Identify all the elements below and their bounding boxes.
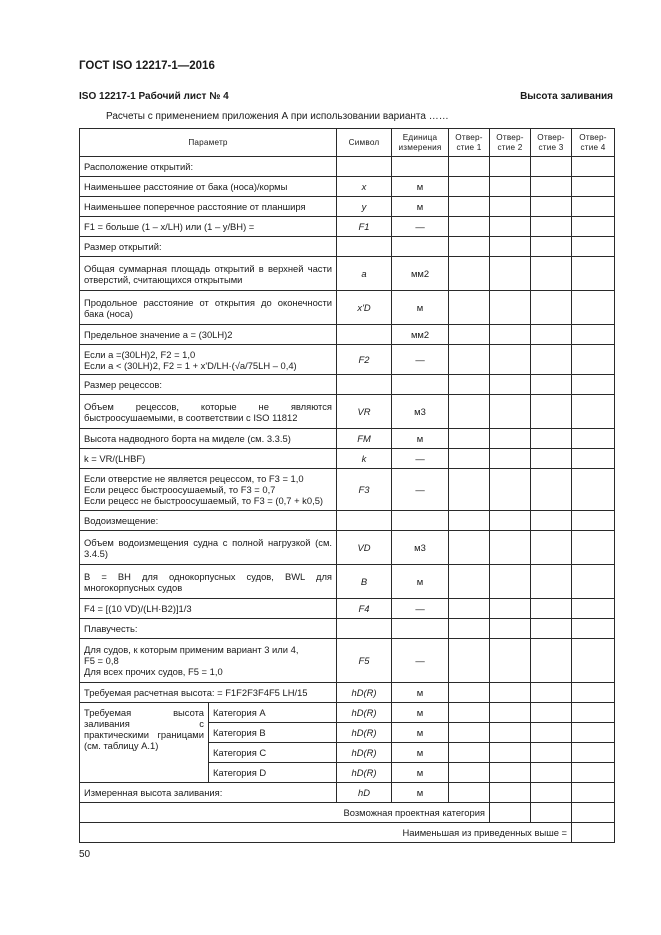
value-cell[interactable] (449, 325, 490, 345)
value-cell[interactable] (572, 743, 615, 763)
unit-cell: — (392, 599, 449, 619)
symbol-cell: hD(R) (337, 683, 392, 703)
param-label: Предельное значение a = (30LH)2 (80, 325, 337, 345)
value-cell[interactable] (572, 703, 615, 723)
value-cell[interactable] (490, 723, 531, 743)
col-opening-1: Отвер-стие 1 (449, 129, 490, 157)
value-cell[interactable] (572, 449, 615, 469)
section-label: Размер открытий: (80, 237, 337, 257)
value-cell[interactable] (531, 177, 572, 197)
value-cell[interactable] (449, 449, 490, 469)
value-cell[interactable] (572, 683, 615, 703)
table-row (80, 639, 615, 683)
table-row (80, 469, 615, 511)
unit-cell: м (392, 763, 449, 783)
value-cell[interactable] (572, 763, 615, 783)
value-cell[interactable] (490, 565, 531, 599)
page-number: 50 (79, 849, 91, 860)
value-cell[interactable] (490, 531, 531, 565)
param-label: Продольное расстояние от открытия до оконечности бака (носа) (80, 291, 337, 325)
value-cell[interactable] (449, 469, 490, 511)
param-label: Наименьшее поперечное расстояние от планширя (80, 197, 337, 217)
value-cell[interactable] (490, 257, 531, 291)
unit-cell: м (392, 177, 449, 197)
value-cell[interactable] (449, 783, 490, 803)
value-cell[interactable] (490, 803, 531, 823)
value-cell[interactable] (531, 703, 572, 723)
param-label: Требуемая расчетная высота: = F1F2F3F4F5 LH/15 (80, 683, 337, 703)
table-row (80, 291, 615, 325)
value-cell[interactable] (449, 197, 490, 217)
col-symbol: Символ (337, 129, 392, 157)
value-cell[interactable] (490, 599, 531, 619)
symbol-cell: y (337, 197, 392, 217)
category-label: Категория C (209, 743, 337, 763)
value-cell[interactable] (531, 803, 572, 823)
table-row (80, 683, 615, 703)
symbol-cell: hD (337, 783, 392, 803)
value-cell[interactable] (531, 469, 572, 511)
value-cell[interactable] (572, 291, 615, 325)
param-label: F1 = больше (1 – x/LH) или (1 – y/BH) = (80, 217, 337, 237)
col-param: Параметр (80, 129, 337, 157)
value-cell[interactable] (572, 803, 615, 823)
value-cell[interactable] (531, 723, 572, 743)
param-label: F4 = [(10 VD)/(LH·B2)]1/3 (80, 599, 337, 619)
header-row (80, 129, 615, 157)
unit-cell: — (392, 639, 449, 683)
section-label: Водоизмещение: (80, 511, 337, 531)
value-cell[interactable] (572, 531, 615, 565)
table-row (80, 325, 615, 345)
value-cell[interactable] (531, 599, 572, 619)
unit-cell: — (392, 345, 449, 375)
symbol-cell: F1 (337, 217, 392, 237)
value-cell[interactable] (449, 429, 490, 449)
unit-cell: м (392, 743, 449, 763)
value-cell[interactable] (572, 599, 615, 619)
section-row (80, 511, 615, 531)
value-cell[interactable] (449, 723, 490, 743)
value-cell[interactable] (572, 429, 615, 449)
table-row (80, 217, 615, 237)
symbol-cell: F3 (337, 469, 392, 511)
value-cell[interactable] (490, 783, 531, 803)
value-cell[interactable] (572, 783, 615, 803)
section-label: Плавучесть: (80, 619, 337, 639)
value-cell[interactable] (449, 683, 490, 703)
param-label: Высота надводного борта на миделе (см. 3.3.5) (80, 429, 337, 449)
symbol-cell: F5 (337, 639, 392, 683)
symbol-cell: B (337, 565, 392, 599)
worksheet-subject: Высота заливания (520, 91, 613, 102)
value-cell[interactable] (490, 197, 531, 217)
unit-cell: м (392, 703, 449, 723)
value-cell[interactable] (490, 177, 531, 197)
value-cell[interactable] (531, 639, 572, 683)
value-cell[interactable] (449, 763, 490, 783)
table-row (80, 783, 615, 803)
table-row (80, 257, 615, 291)
symbol-cell: VR (337, 395, 392, 429)
param-label: k = VR/(LHBF) (80, 449, 337, 469)
worksheet-title: ISO 12217-1 Рабочий лист № 4 (79, 91, 229, 102)
param-label: Для судов, к которым применим вариант 3 или 4, F5 = 0,8 Для всех прочих судов, F5 = 1,0 (80, 639, 337, 683)
section-row (80, 619, 615, 639)
result-cell[interactable] (572, 823, 615, 843)
unit-cell: мм2 (392, 325, 449, 345)
symbol-cell: hD(R) (337, 703, 392, 723)
table-row (80, 395, 615, 429)
symbol-cell: F4 (337, 599, 392, 619)
value-cell[interactable] (490, 639, 531, 683)
col-opening-4: Отвер-стие 4 (572, 129, 615, 157)
value-cell[interactable] (531, 565, 572, 599)
document-title: ГОСТ ISO 12217-1—2016 (79, 60, 215, 72)
value-cell[interactable] (572, 345, 615, 375)
boundaries-label: Требуемая высота заливания с практическими границами (см. таблицу А.1) (80, 703, 209, 783)
table-row (80, 345, 615, 375)
unit-cell: м3 (392, 531, 449, 565)
value-cell[interactable] (449, 217, 490, 237)
unit-cell: м (392, 783, 449, 803)
unit-cell: мм2 (392, 257, 449, 291)
value-cell[interactable] (490, 429, 531, 449)
table-row (80, 197, 615, 217)
table-row (80, 803, 615, 823)
value-cell[interactable] (531, 449, 572, 469)
value-cell[interactable] (572, 325, 615, 345)
value-cell[interactable] (449, 703, 490, 723)
value-cell[interactable] (490, 683, 531, 703)
value-cell[interactable] (449, 531, 490, 565)
value-cell[interactable] (531, 763, 572, 783)
value-cell[interactable] (490, 703, 531, 723)
value-cell[interactable] (531, 257, 572, 291)
category-label: Категория A (209, 703, 337, 723)
unit-cell: м (392, 429, 449, 449)
param-label: Объем рецессов, которые не являются быстроосушаемыми, в соответствии с ISO 11812 (80, 395, 337, 429)
value-cell[interactable] (490, 743, 531, 763)
value-cell[interactable] (490, 469, 531, 511)
value-cell[interactable] (449, 177, 490, 197)
section-label: Размер рецессов: (80, 375, 337, 395)
section-row (80, 375, 615, 395)
table-row (80, 703, 615, 723)
value-cell[interactable] (531, 345, 572, 375)
param-label: Общая суммарная площадь открытий в верхней части отверстий, считающихся открытыми (80, 257, 337, 291)
table-row (80, 599, 615, 619)
symbol-cell: a (337, 257, 392, 291)
value-cell[interactable] (449, 345, 490, 375)
value-cell[interactable] (572, 565, 615, 599)
value-cell[interactable] (449, 599, 490, 619)
value-cell[interactable] (531, 683, 572, 703)
table-row (80, 823, 615, 843)
value-cell[interactable] (531, 743, 572, 763)
symbol-cell: FM (337, 429, 392, 449)
value-cell[interactable] (490, 291, 531, 325)
table-row (80, 429, 615, 449)
value-cell[interactable] (572, 639, 615, 683)
param-label: Если a =(30LH)2, F2 = 1,0 Если a < (30LH)2, F2 = 1 + x'D/LH·(√a/75LH – 0,4) (80, 345, 337, 375)
param-label: Измеренная высота заливания: (80, 783, 337, 803)
value-cell[interactable] (572, 395, 615, 429)
value-cell[interactable] (490, 449, 531, 469)
value-cell[interactable] (449, 565, 490, 599)
unit-cell: м (392, 565, 449, 599)
value-cell[interactable] (449, 639, 490, 683)
section-label: Расположение открытий: (80, 157, 337, 177)
unit-cell: — (392, 217, 449, 237)
col-opening-2: Отвер-стие 2 (490, 129, 531, 157)
symbol-cell: VD (337, 531, 392, 565)
value-cell[interactable] (490, 325, 531, 345)
value-cell[interactable] (449, 743, 490, 763)
table-row (80, 531, 615, 565)
symbol-cell: hD(R) (337, 763, 392, 783)
value-cell[interactable] (531, 531, 572, 565)
param-label: B = BH для однокорпусных судов, BWL для многокорпусных судов (80, 565, 337, 599)
symbol-cell: hD(R) (337, 723, 392, 743)
unit-cell: м (392, 683, 449, 703)
value-cell[interactable] (490, 345, 531, 375)
value-cell[interactable] (572, 469, 615, 511)
value-cell[interactable] (449, 257, 490, 291)
value-cell[interactable] (490, 395, 531, 429)
worksheet-table (79, 128, 615, 843)
least-label: Наименьшая из приведенных выше = (80, 823, 572, 843)
value-cell[interactable] (449, 291, 490, 325)
value-cell[interactable] (490, 763, 531, 783)
symbol-cell: x'D (337, 291, 392, 325)
value-cell[interactable] (531, 783, 572, 803)
value-cell[interactable] (531, 429, 572, 449)
table-row (80, 565, 615, 599)
unit-cell: — (392, 449, 449, 469)
unit-cell: м (392, 197, 449, 217)
unit-cell: м3 (392, 395, 449, 429)
value-cell[interactable] (572, 177, 615, 197)
table-row (80, 449, 615, 469)
value-cell[interactable] (531, 197, 572, 217)
category-label: Категория B (209, 723, 337, 743)
param-label: Объем водоизмещения судна с полной нагрузкой (см. 3.4.5) (80, 531, 337, 565)
value-cell[interactable] (490, 217, 531, 237)
intro-text: Расчеты с применением приложения А при использовании варианта …… (106, 111, 449, 122)
param-label: Если отверстие не является рецессом, то F3 = 1,0 Если рецесс быстроосушаемый, то F3 = 0,7 Если рецесс не быстроосушаемый, то F3 = (0,7 + k0,5) (80, 469, 337, 511)
value-cell[interactable] (531, 325, 572, 345)
section-row (80, 157, 615, 177)
symbol-cell: hD(R) (337, 743, 392, 763)
value-cell[interactable] (449, 395, 490, 429)
section-row (80, 237, 615, 257)
possible-category-label: Возможная проектная категория (80, 803, 490, 823)
value-cell[interactable] (572, 217, 615, 237)
col-opening-3: Отвер-стие 3 (531, 129, 572, 157)
value-cell[interactable] (531, 291, 572, 325)
category-label: Категория D (209, 763, 337, 783)
unit-cell: м (392, 291, 449, 325)
symbol-cell: k (337, 449, 392, 469)
symbol-cell: x (337, 177, 392, 197)
value-cell[interactable] (531, 395, 572, 429)
table-row (80, 177, 615, 197)
symbol-cell: F2 (337, 345, 392, 375)
value-cell[interactable] (572, 723, 615, 743)
unit-cell: — (392, 469, 449, 511)
value-cell[interactable] (572, 197, 615, 217)
value-cell[interactable] (531, 217, 572, 237)
value-cell[interactable] (572, 257, 615, 291)
param-label: Наименьшее расстояние от бака (носа)/кормы (80, 177, 337, 197)
col-unit: Единица измерения (392, 129, 449, 157)
unit-cell: м (392, 723, 449, 743)
